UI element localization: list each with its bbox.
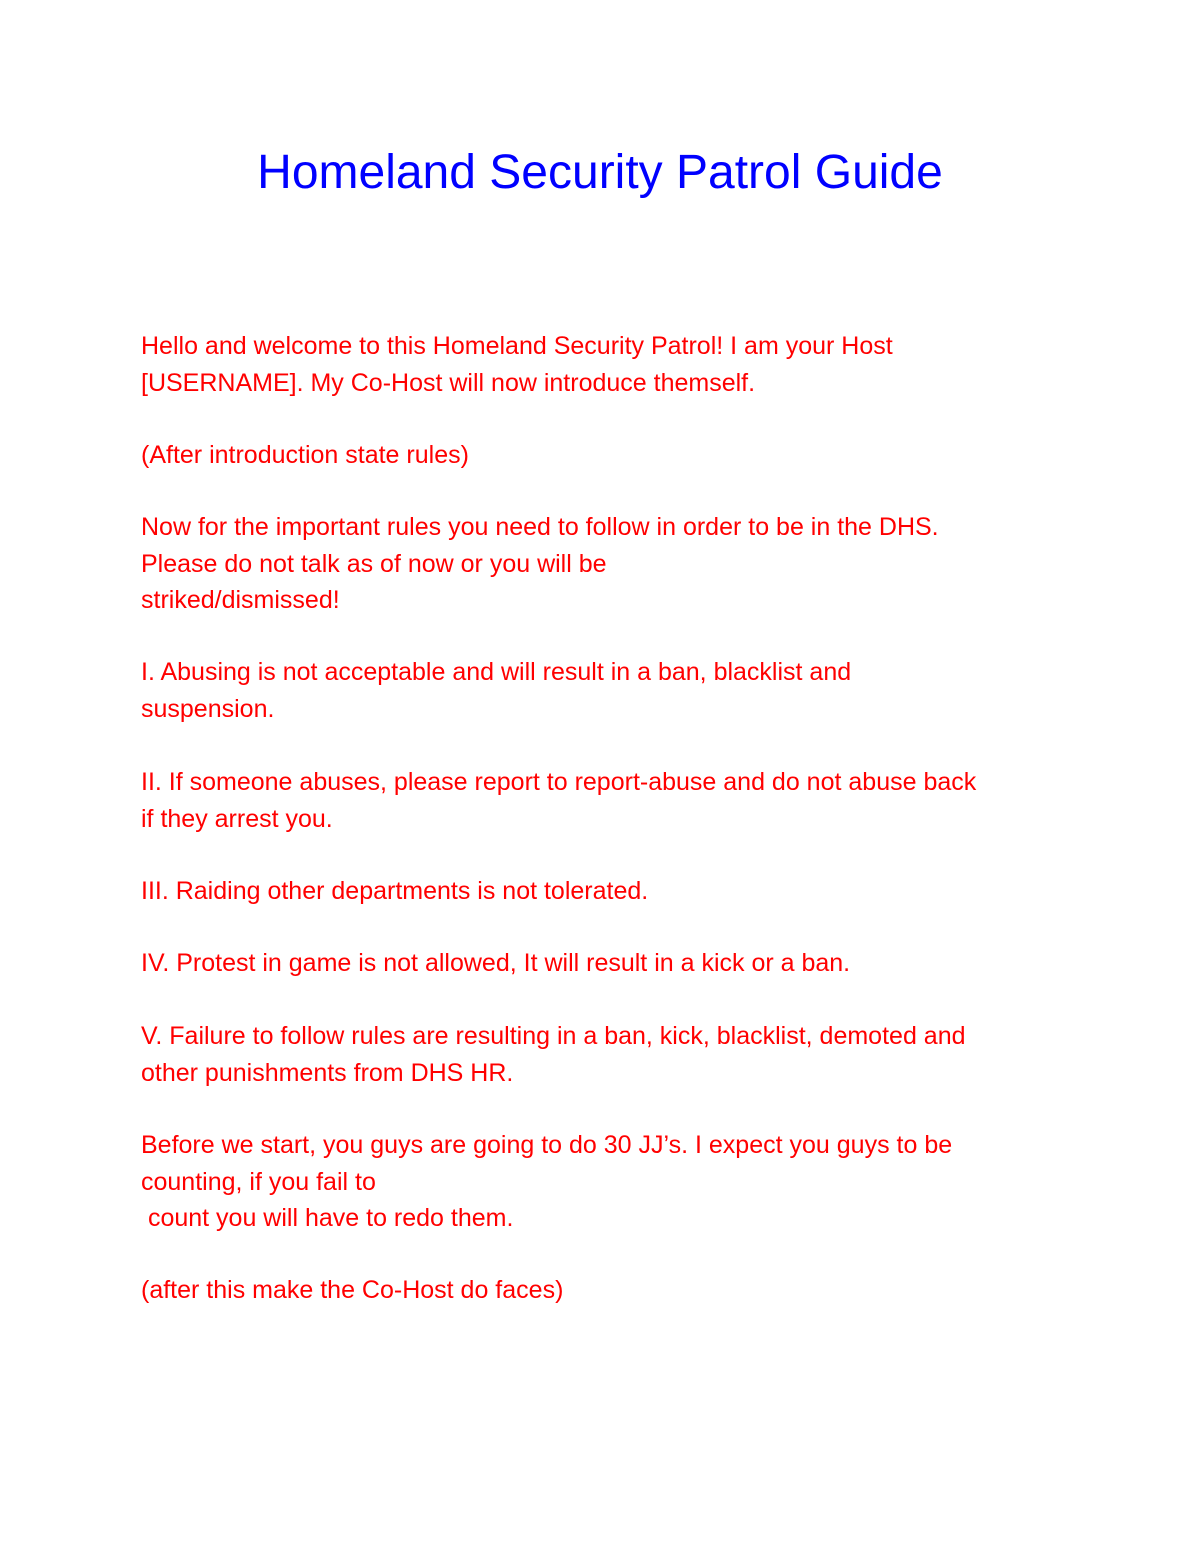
paragraph-after-introduction [141,437,1141,474]
paragraph-line: counting, if you fail to [141,1167,376,1196]
paragraph-line: (After introduction state rules) [141,441,469,469]
paragraph-welcome [141,328,1141,401]
paragraph-line: (after this make the Co-Host do faces) [141,1276,564,1304]
paragraph-after-this [141,1272,1141,1309]
rule-3 [141,873,1141,910]
paragraph-line: other punishments from DHS HR. [141,1058,514,1087]
paragraph-line: Now for the important rules you need to follow in order to be in the DHS. [141,513,939,541]
paragraph-line: III. Raiding other departments is not tolerated. [141,877,649,905]
paragraph-before-start [141,1127,1141,1237]
paragraph-line: Hello and welcome to this Homeland Security Patrol! I am your Host [141,332,893,360]
paragraph-line: suspension. [141,694,275,723]
paragraph-line: IV. Protest in game is not allowed, It will result in a kick or a ban. [141,949,851,977]
paragraph-line: V. Failure to follow rules are resulting in a ban, kick, blacklist, demoted and [141,1022,966,1050]
rule-5 [141,1018,1141,1091]
paragraph-line: I. Abusing is not acceptable and will result in a ban, blacklist and [141,658,852,686]
paragraph-line: if they arrest you. [141,804,333,833]
rule-4 [141,945,1141,982]
rule-2 [141,764,1141,837]
paragraph-line: count you will have to redo them. [141,1204,514,1232]
paragraph-line: striked/dismissed! [141,586,340,614]
paragraph-line: Please do not talk as of now or you will be [141,549,607,578]
page-title: Homeland Security Patrol Guide [257,146,943,199]
paragraph-line: Before we start, you guys are going to do 30 JJ’s. I expect you guys to be [141,1131,953,1159]
rule-1 [141,654,1141,727]
paragraph-line: [USERNAME]. My Co-Host will now introduce themself. [141,368,756,397]
paragraph-important-rules [141,509,1141,619]
paragraph-line: II. If someone abuses, please report to report-abuse and do not abuse back [141,768,977,796]
